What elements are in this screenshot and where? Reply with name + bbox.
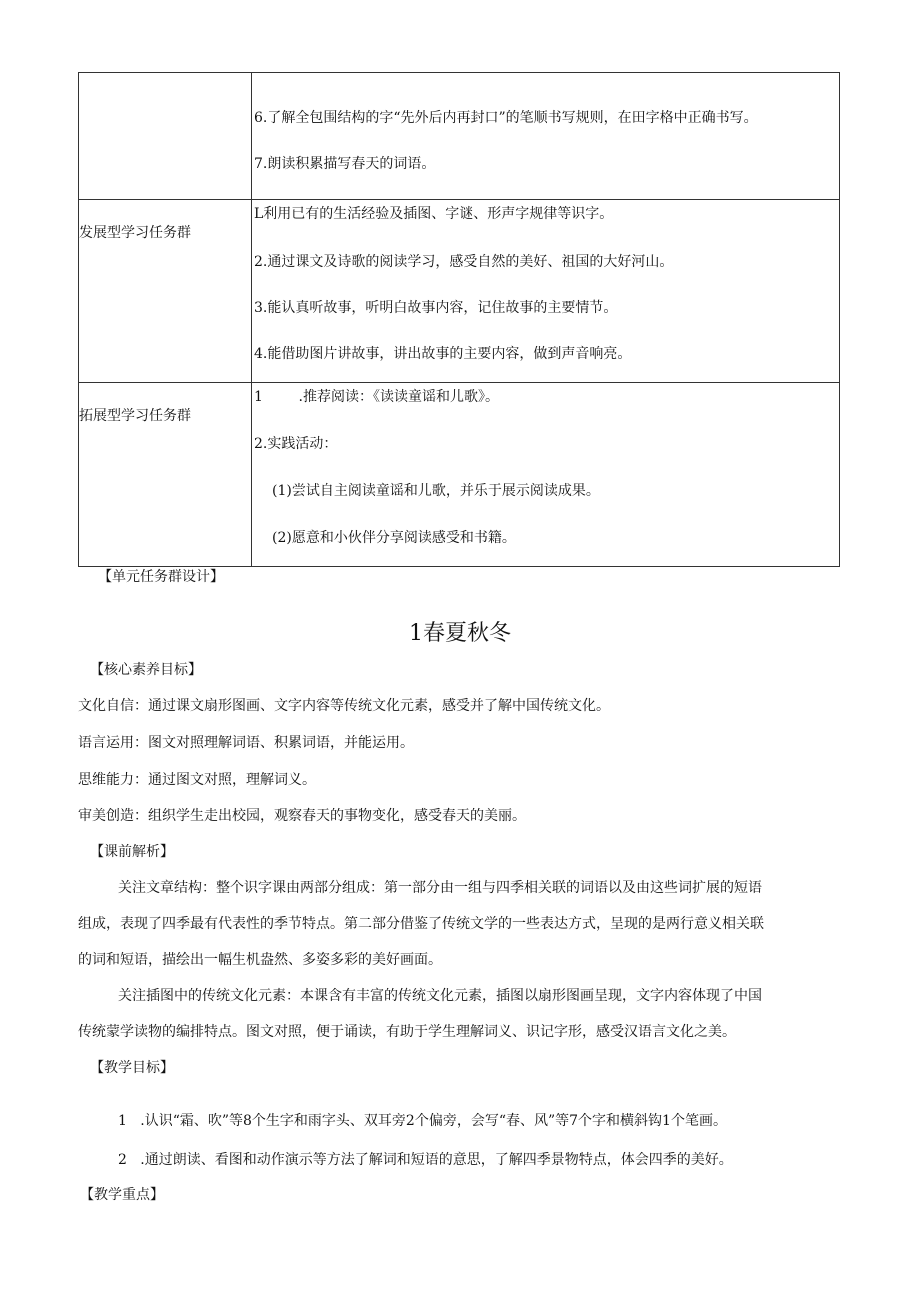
- pre-analysis-heading: 【课前解析】: [90, 844, 174, 860]
- core-goal-item: 文化自信：通过课文扇形图画、文字内容等传统文化元素，感受并了解中国传统文化。: [78, 698, 610, 714]
- lesson-title: 1春夏秋冬: [409, 621, 511, 646]
- table-line: 1 .推荐阅读：《读读童谣和儿歌》。: [254, 389, 499, 405]
- core-goal-item: 审美创造：组织学生走出校园，观察春天的事物变化，感受春天的美丽。: [78, 808, 526, 824]
- table-line: 4.能借助图片讲故事，讲出故事的主要内容，做到声音响亮。: [254, 346, 632, 362]
- core-goal-item: 语言运用：图文对照理解词语、积累词语，并能运用。: [78, 735, 414, 751]
- table-label: 拓展型学习任务群: [79, 408, 191, 424]
- table-label-cell: [79, 73, 252, 200]
- core-goals-heading: 【核心素养目标】: [90, 662, 202, 678]
- table-line: (2)愿意和小伙伴分享阅读感受和书籍。: [272, 530, 516, 546]
- paragraph-line: 组成，表现了四季最有代表性的季节特点。第二部分借鉴了传统文学的一些表达方式，呈现的是两行意义相关联: [78, 916, 764, 932]
- teaching-goal-item: 1 .认识“霜、吹”等8个生字和雨字头、双耳旁2个偏旁，会写“春、风”等7个字和横斜钩1个笔画。: [118, 1113, 727, 1129]
- task-group-table: [78, 72, 840, 567]
- table-line: 7.朗读积累描写春天的词语。: [254, 156, 436, 172]
- key-points-heading: 【教学重点】: [80, 1187, 164, 1203]
- table-line: 6.了解全包围结构的字“先外后内再封口”的笔顺书写规则，在田字格中正确书写。: [254, 110, 758, 126]
- paragraph-line: 的词和短语，描绘出一幅生机盎然、多姿多彩的美好画面。: [78, 952, 442, 968]
- table-label-cell: [79, 383, 252, 567]
- table-content-cell: [252, 200, 840, 383]
- core-goal-item: 思维能力：通过图文对照，理解词义。: [78, 772, 316, 788]
- teaching-goal-item: 2 .通过朗读、看图和动作演示等方法了解词和短语的意思，了解四季景物特点，体会四季的美好。: [118, 1152, 733, 1168]
- unit-design-heading: 【单元任务群设计】: [98, 569, 224, 585]
- table-line: 2.实践活动：: [254, 436, 338, 452]
- table-label-cell: [79, 200, 252, 383]
- paragraph-line: 关注文章结构：整个识字课由两部分组成：第一部分由一组与四季相关联的词语以及由这些词扩展的短语: [118, 880, 762, 896]
- table-content-cell: [252, 383, 840, 567]
- table-line: L利用已有的生活经验及插图、字谜、形声字规律等识字。: [254, 206, 614, 222]
- paragraph-line: 传统蒙学读物的编排特点。图文对照，便于诵读，有助于学生理解词义、识记字形，感受汉语言文化之美。: [78, 1024, 736, 1040]
- table-row: [79, 73, 840, 200]
- table-line: 2.通过课文及诗歌的阅读学习，感受自然的美好、祖国的大好河山。: [254, 254, 674, 270]
- table-content-cell: [252, 73, 840, 200]
- table-row: [79, 383, 840, 567]
- teaching-goals-heading: 【教学目标】: [90, 1060, 174, 1076]
- table-line: (1)尝试自主阅读童谣和儿歌，并乐于展示阅读成果。: [272, 483, 600, 499]
- table-label: 发展型学习任务群: [79, 225, 191, 241]
- table-line: 3.能认真听故事，听明白故事内容，记住故事的主要情节。: [254, 300, 618, 316]
- paragraph-line: 关注插图中的传统文化元素：本课含有丰富的传统文化元素，插图以扇形图画呈现，文字内容体现了中国: [118, 988, 762, 1004]
- table-row: [79, 200, 840, 383]
